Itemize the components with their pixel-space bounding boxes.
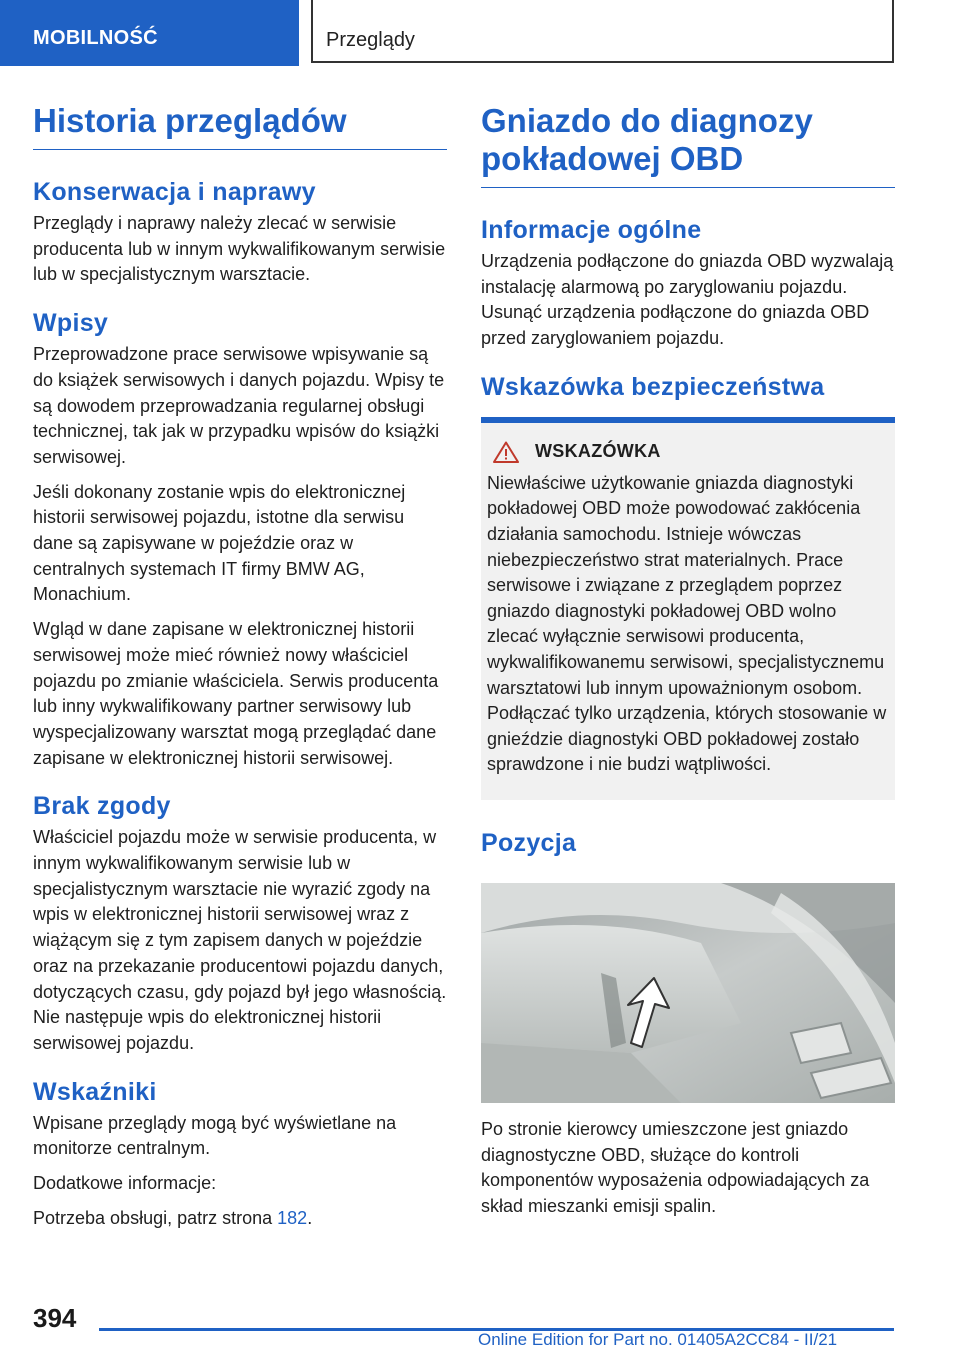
- header-section-label: MOBILNOŚĆ: [33, 27, 158, 49]
- paragraph: Po stronie kierowcy umieszczone jest gniazdo diagnostyczne OBD, służące do kontroli komponentów wyposażenia odpowiadających za skład mieszanki emisji spalin.: [481, 1118, 870, 1217]
- paragraph: Jeśli dokonany zostanie wpis do elektronicznej historii serwisowej pojazdu, istotne dla serwisu dane są zapisywane w pojeździe oraz w centralnych systemach IT firmy BMW AG, Monachium.: [33, 481, 406, 605]
- service-reference: [33, 1206, 447, 1232]
- footer-edition: Online Edition for Part no. 01405A2CC84 - II/21: [478, 1330, 838, 1349]
- title-service-history: Historia przeglądów: [33, 102, 447, 150]
- warning-label: WSKAZÓWKA: [535, 441, 661, 462]
- paragraph: Urządzenia podłączone do gniazda OBD wyzwalają instalację alarmową po zaryglowaniu pojazdu. Usunąć urządzenia podłączone do gniazda OBD przed zaryglowaniem pojazdu.: [481, 251, 894, 349]
- heading-maintenance: Konserwacja i naprawy: [33, 178, 316, 206]
- reference-end: .: [307, 1207, 313, 1228]
- heading-no-consent: Brak zgody: [33, 792, 171, 821]
- title-obd-socket: Gniazdo do diagnozy pokładowej OBD: [481, 102, 895, 188]
- warning-text: Niewłaściwe użytkowanie gniazda diagnostyki pokładowej OBD może powodować zakłócenia działania samochodu. Istnieje wówczas niebezpieczeństwo strat materialnych. Prace serwisowe i związane z przeglądem poprzez gniazdo diagnostyki pokładowej OBD wolno zlecać wyłącznie serwisowi producenta, wykwalifikowanemu serwisowi, specjalistycznemu warsztatowi lub innym upoważnionym osobom. Podłączać tylko urządzenia, których stosowanie w gnieździe diagnostyki OBD pokładowej zostało sprawdzone i nie budzi wątpliwości.: [487, 472, 887, 775]
- header-chapter-box: [311, 0, 894, 63]
- paragraph: Właściciel pojazdu może w serwisie producenta, w innym wykwalifikowanym serwisie lub w specjalistycznym warsztacie nie wyrazić zgody na wpis w elektronicznej historii serwisowej wraz z wiążącym się z tym zapisem danych w pojeździe oraz na przekazanie producentowi pojazdu danych, dotyczących czasu, gdy pojazd był jego własnością. Nie następuje wpis do elektronicznej historii serwisowej pojazdu.: [33, 827, 447, 1053]
- header-chapter-label: Przeglądy: [326, 29, 415, 51]
- warning-title: [487, 441, 887, 463]
- paragraph: Wgląd w dane zapisane w elektronicznej historii serwisowej może mieć również nowy właściciel pojazdu po zmianie właściciela. Serwis producenta lub inny wykwalifikowany partner serwisowy lub wyspecjalizowany warsztat mogą przeglądać dane zapisane w elektronicznej historii serwisowej.: [33, 619, 439, 768]
- warning-box: [481, 417, 895, 800]
- right-column: [481, 102, 895, 1220]
- paragraph: Przeprowadzone prace serwisowe wpisywanie są do książek serwisowych i danych pojazdu. Wpisy te są dowodem przeprowadzania regularnej obsługi technicznej, tak jak w przypadku wpisów do książki serwisowej.: [33, 344, 445, 467]
- heading-general-info: Informacje ogólne: [481, 216, 702, 244]
- obd-location-photo: [481, 883, 895, 1103]
- page-number: 394: [33, 1303, 77, 1333]
- reference-text: Potrzeba obsługi, patrz strona: [33, 1207, 278, 1228]
- paragraph: Dodatkowe informacje:: [33, 1173, 217, 1194]
- heading-position: Pozycja: [481, 828, 577, 857]
- left-column: [33, 102, 447, 1232]
- heading-entries: Wpisy: [33, 309, 109, 338]
- paragraph: Przeglądy i naprawy należy zlecać w serwisie producenta lub w innym wykwalifikowanym serwisie lub w specjalistycznym warsztacie.: [33, 213, 446, 285]
- paragraph: Wpisane przeglądy mogą być wyświetlane na monitorze centralnym.: [33, 1112, 397, 1159]
- heading-safety-note: Wskazówka bezpieczeństwa: [481, 372, 825, 401]
- header-section-tab: [0, 0, 299, 66]
- heading-indicators: Wskaźniki: [33, 1077, 157, 1106]
- warning-triangle-icon: [493, 441, 519, 463]
- page-link[interactable]: 182: [277, 1207, 308, 1228]
